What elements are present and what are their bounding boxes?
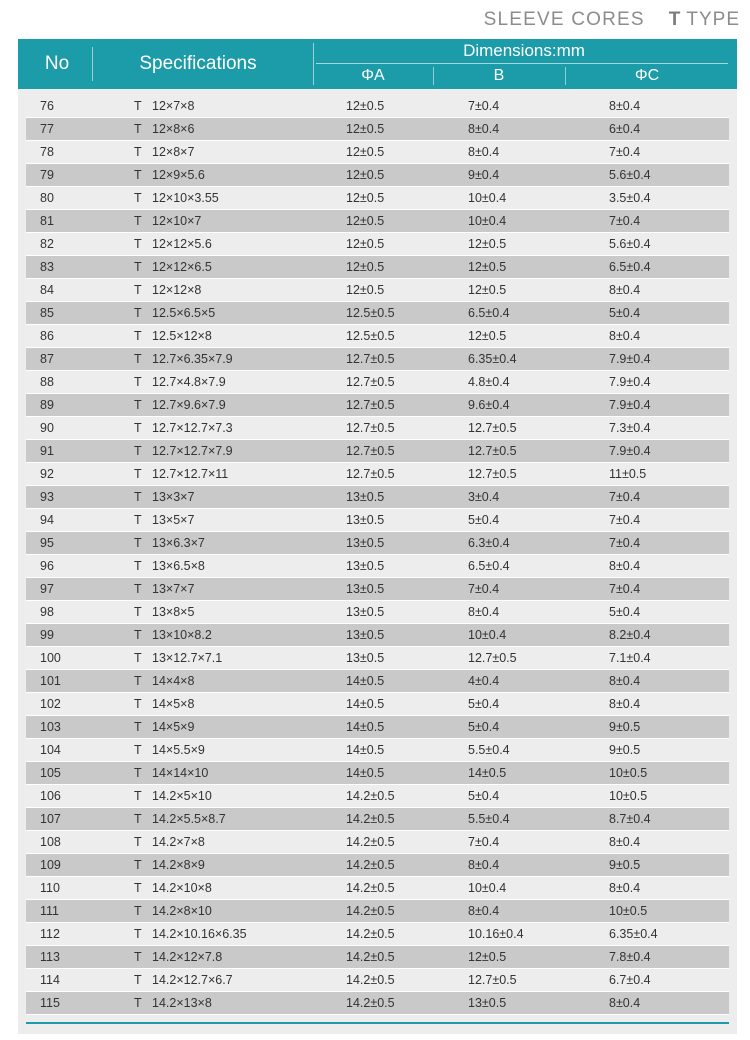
cell-type: T [134,881,142,895]
cell-spec: 13×6.3×7 [152,536,205,550]
cell-type: T [134,605,142,619]
cell-no: 82 [40,237,54,251]
cell-no: 113 [40,950,60,964]
table-row [26,808,729,831]
cell-dim-a: 14.2±0.5 [346,927,395,941]
cell-spec: 13×8×5 [152,605,195,619]
cell-no: 111 [40,904,60,918]
cell-spec: 14×14×10 [152,766,209,780]
cell-dim-a: 12.5±0.5 [346,306,395,320]
cell-type: T [134,973,142,987]
cell-dim-a: 12.7±0.5 [346,375,395,389]
column-header-a: ΦA [361,67,385,84]
cell-dim-b: 6.3±0.4 [468,536,510,550]
cell-dim-c: 7.9±0.4 [609,444,651,458]
cell-dim-a: 14.2±0.5 [346,881,395,895]
table-row [26,739,729,762]
cell-spec: 14.2×7×8 [152,835,205,849]
cell-dim-a: 12±0.5 [346,145,385,159]
cell-spec: 14.2×13×8 [152,996,212,1010]
cell-spec: 14.2×12×7.8 [152,950,223,964]
cell-type: T [134,191,142,205]
cell-spec: 14.2×5.5×8.7 [152,812,226,826]
table-row [26,647,729,670]
cell-dim-c: 3.5±0.4 [609,191,651,205]
cell-dim-b: 5±0.4 [468,789,500,803]
cell-dim-b: 12±0.5 [468,260,507,274]
cell-no: 99 [40,628,54,642]
table-row [26,532,729,555]
cell-spec: 14.2×12.7×6.7 [152,973,233,987]
cell-no: 114 [40,973,60,987]
cell-type: T [134,582,142,596]
cell-no: 90 [40,421,54,435]
cell-dim-b: 12.7±0.5 [468,444,517,458]
cell-dim-c: 7±0.4 [609,145,641,159]
cell-no: 80 [40,191,54,205]
cell-spec: 14.2×10×8 [152,881,212,895]
table-row [26,187,729,210]
cell-dim-c: 7.9±0.4 [609,375,651,389]
column-header-no: No [44,53,70,74]
cell-type: T [134,214,142,228]
cell-no: 106 [40,789,61,803]
cell-dim-a: 14±0.5 [346,766,385,780]
header-divider [92,47,93,81]
cell-type: T [134,237,142,251]
cell-dim-a: 14.2±0.5 [346,950,395,964]
cell-spec: 12×8×6 [152,122,195,136]
table-bottom-border [26,1022,729,1024]
cell-dim-c: 7.9±0.4 [609,352,651,366]
cell-dim-c: 8±0.4 [609,559,641,573]
cell-spec: 13×3×7 [152,490,195,504]
cell-spec: 12×7×8 [152,99,195,113]
cell-type: T [134,283,142,297]
cell-dim-c: 5.6±0.4 [609,168,651,182]
table-row [26,486,729,509]
cell-dim-a: 12±0.5 [346,214,385,228]
table-row [26,348,729,371]
cell-dim-c: 8.7±0.4 [609,812,651,826]
cell-dim-c: 6.7±0.4 [609,973,651,987]
cell-no: 91 [40,444,54,458]
table-header [18,39,737,89]
cell-no: 89 [40,398,54,412]
cell-dim-b: 10±0.4 [468,881,507,895]
cell-dim-c: 9±0.5 [609,858,641,872]
cell-dim-c: 7±0.4 [609,536,641,550]
table-row [26,670,729,693]
cell-dim-a: 14.2±0.5 [346,858,395,872]
table-row [26,279,729,302]
cell-type: T [134,99,142,113]
cell-dim-b: 10±0.4 [468,214,507,228]
cell-no: 83 [40,260,54,274]
cell-type: T [134,421,142,435]
cell-dim-c: 8±0.4 [609,674,641,688]
cell-dim-b: 8±0.4 [468,145,500,159]
cell-dim-c: 5±0.4 [609,306,641,320]
cell-dim-c: 6.35±0.4 [609,927,658,941]
cell-dim-c: 8±0.4 [609,697,641,711]
cell-type: T [134,697,142,711]
cell-no: 97 [40,582,54,596]
cell-dim-a: 13±0.5 [346,536,385,550]
cell-no: 103 [40,720,61,734]
cell-dim-a: 14.2±0.5 [346,973,395,987]
cell-spec: 12.7×6.35×7.9 [152,352,233,366]
cell-spec: 14×4×8 [152,674,195,688]
table-row [26,325,729,348]
cell-spec: 14.2×10.16×6.35 [152,927,247,941]
cell-dim-c: 6.5±0.4 [609,260,651,274]
cell-type: T [134,168,142,182]
cell-type: T [134,812,142,826]
cell-dim-c: 10±0.5 [609,789,648,803]
cell-no: 81 [40,214,54,228]
cell-dim-a: 13±0.5 [346,628,385,642]
cell-no: 92 [40,467,54,481]
cell-type: T [134,536,142,550]
table-body [26,95,729,1015]
cell-type: T [134,375,142,389]
cell-no: 102 [40,697,61,711]
type-letter: T [668,9,681,30]
cell-dim-a: 14.2±0.5 [346,789,395,803]
cell-dim-a: 14±0.5 [346,697,385,711]
cell-no: 115 [40,996,60,1010]
table-row [26,463,729,486]
table-row [26,877,729,900]
cell-dim-b: 8±0.4 [468,122,500,136]
table-row [26,624,729,647]
table-row [26,946,729,969]
table-row [26,831,729,854]
cell-dim-a: 12.7±0.5 [346,352,395,366]
cell-no: 108 [40,835,61,849]
cell-no: 107 [40,812,61,826]
table-row [26,210,729,233]
cell-dim-b: 12±0.5 [468,237,507,251]
cell-spec: 14.2×8×9 [152,858,205,872]
table-row [26,394,729,417]
cell-dim-a: 12±0.5 [346,122,385,136]
cell-dim-b: 9±0.4 [468,168,500,182]
cell-type: T [134,352,142,366]
cell-no: 78 [40,145,54,159]
spec-table [18,39,737,1034]
cell-dim-c: 7±0.4 [609,513,641,527]
cell-dim-b: 5.5±0.4 [468,743,510,757]
cell-dim-b: 7±0.4 [468,582,500,596]
cell-type: T [134,950,142,964]
cell-type: T [134,858,142,872]
cell-type: T [134,743,142,757]
cell-dim-b: 7±0.4 [468,835,500,849]
cell-no: 94 [40,513,54,527]
cell-no: 76 [40,99,54,113]
cell-type: T [134,720,142,734]
cell-dim-b: 7±0.4 [468,99,500,113]
cell-dim-c: 7.1±0.4 [609,651,651,665]
table-row [26,923,729,946]
cell-no: 88 [40,375,54,389]
cell-type: T [134,651,142,665]
cell-no: 101 [40,674,61,688]
cell-dim-b: 12.7±0.5 [468,467,517,481]
type-word: TYPE [686,9,740,30]
table-row [26,417,729,440]
cell-dim-b: 12±0.5 [468,329,507,343]
cell-dim-a: 14±0.5 [346,674,385,688]
cell-spec: 13×5×7 [152,513,195,527]
cell-dim-b: 8±0.4 [468,858,500,872]
table-row [26,693,729,716]
cell-dim-c: 8±0.4 [609,996,641,1010]
table-row [26,440,729,463]
cell-dim-b: 5±0.4 [468,513,500,527]
cell-dim-a: 14±0.5 [346,743,385,757]
cell-dim-a: 14.2±0.5 [346,904,395,918]
cell-dim-a: 12.5±0.5 [346,329,395,343]
cell-type: T [134,329,142,343]
cell-type: T [134,628,142,642]
cell-spec: 12×9×5.6 [152,168,205,182]
cell-dim-c: 7±0.4 [609,582,641,596]
cell-spec: 12.5×12×8 [152,329,212,343]
cell-type: T [134,145,142,159]
cell-dim-b: 4±0.4 [468,674,500,688]
cell-dim-b: 5±0.4 [468,697,500,711]
cell-type: T [134,559,142,573]
cell-dim-a: 12±0.5 [346,99,385,113]
cell-type: T [134,789,142,803]
cell-no: 109 [40,858,61,872]
table-row [26,716,729,739]
cell-dim-c: 9±0.5 [609,743,641,757]
cell-dim-c: 5±0.4 [609,605,641,619]
table-row [26,141,729,164]
cell-dim-c: 7.8±0.4 [609,950,651,964]
table-row [26,785,729,808]
cell-no: 79 [40,168,54,182]
column-header-specifications: Specifications [139,53,257,74]
cell-dim-a: 12±0.5 [346,168,385,182]
cell-dim-c: 7±0.4 [609,214,641,228]
cell-type: T [134,260,142,274]
table-row [26,578,729,601]
cell-spec: 12×12×5.6 [152,237,212,251]
cell-dim-b: 5.5±0.4 [468,812,510,826]
cell-type: T [134,996,142,1010]
cell-no: 110 [40,881,60,895]
cell-spec: 14×5×9 [152,720,195,734]
cell-dim-c: 6±0.4 [609,122,641,136]
table-row [26,164,729,187]
table-row [26,601,729,624]
cell-dim-c: 11±0.5 [609,467,647,481]
cell-dim-a: 14±0.5 [346,720,385,734]
cell-dim-c: 7.9±0.4 [609,398,651,412]
cell-dim-b: 13±0.5 [468,996,507,1010]
cell-dim-b: 12.7±0.5 [468,421,517,435]
table-row [26,762,729,785]
cell-spec: 12.5×6.5×5 [152,306,216,320]
cell-dim-a: 12.7±0.5 [346,444,395,458]
cell-dim-b: 4.8±0.4 [468,375,510,389]
table-row [26,969,729,992]
cell-dim-a: 12.7±0.5 [346,421,395,435]
table-row [26,854,729,877]
column-header-b: B [493,67,505,84]
cell-spec: 14.2×5×10 [152,789,212,803]
cell-spec: 14.2×8×10 [152,904,212,918]
cell-spec: 12×10×7 [152,214,202,228]
table-row [26,992,729,1015]
cell-dim-a: 14.2±0.5 [346,812,395,826]
cell-type: T [134,835,142,849]
cell-dim-a: 13±0.5 [346,582,385,596]
cell-spec: 13×10×8.2 [152,628,212,642]
cell-dim-a: 14.2±0.5 [346,835,395,849]
cell-dim-b: 8±0.4 [468,904,500,918]
cell-dim-a: 13±0.5 [346,651,385,665]
cell-dim-a: 13±0.5 [346,605,385,619]
cell-dim-c: 8±0.4 [609,881,641,895]
page-title: SLEEVE CORES [483,9,645,30]
column-header-dimensions: Dimensions:mm [463,41,585,60]
cell-no: 84 [40,283,54,297]
cell-spec: 14×5×8 [152,697,195,711]
cell-dim-b: 6.5±0.4 [468,559,510,573]
column-header-c: ΦC [634,67,660,84]
cell-no: 77 [40,122,54,136]
cell-no: 95 [40,536,54,550]
cell-no: 96 [40,559,54,573]
cell-dim-c: 7±0.4 [609,490,641,504]
cell-dim-b: 10.16±0.4 [468,927,524,941]
cell-dim-b: 6.35±0.4 [468,352,517,366]
cell-dim-b: 10±0.4 [468,628,507,642]
cell-dim-b: 5±0.4 [468,720,500,734]
cell-type: T [134,490,142,504]
cell-no: 98 [40,605,54,619]
cell-type: T [134,444,142,458]
table-row [26,233,729,256]
cell-dim-a: 14.2±0.5 [346,996,395,1010]
cell-dim-b: 9.6±0.4 [468,398,510,412]
cell-no: 86 [40,329,54,343]
cell-spec: 14×5.5×9 [152,743,205,757]
cell-dim-a: 12.7±0.5 [346,398,395,412]
cell-type: T [134,513,142,527]
cell-type: T [134,674,142,688]
cell-type: T [134,904,142,918]
cell-dim-c: 8.2±0.4 [609,628,651,642]
cell-type: T [134,927,142,941]
table-row [26,509,729,532]
cell-dim-c: 8±0.4 [609,99,641,113]
cell-spec: 12×8×7 [152,145,195,159]
cell-dim-b: 12±0.5 [468,950,507,964]
table-row [26,95,729,118]
cell-type: T [134,766,142,780]
cell-dim-a: 12±0.5 [346,237,385,251]
cell-type: T [134,467,142,481]
cell-dim-c: 7.3±0.4 [609,421,651,435]
cell-dim-b: 12±0.5 [468,283,507,297]
cell-spec: 12×10×3.55 [152,191,219,205]
page-header [484,8,740,32]
cell-type: T [134,306,142,320]
cell-dim-b: 14±0.5 [468,766,507,780]
cell-dim-c: 8±0.4 [609,329,641,343]
cell-spec: 13×12.7×7.1 [152,651,223,665]
table-row [26,371,729,394]
cell-spec: 13×7×7 [152,582,195,596]
cell-dim-a: 13±0.5 [346,490,385,504]
cell-no: 105 [40,766,61,780]
table-row [26,302,729,325]
cell-dim-c: 10±0.5 [609,766,648,780]
cell-spec: 12.7×12.7×11 [152,467,229,481]
table-row [26,256,729,279]
cell-dim-a: 12±0.5 [346,283,385,297]
cell-dim-b: 3±0.4 [468,490,500,504]
table-row [26,900,729,923]
cell-dim-a: 12±0.5 [346,191,385,205]
cell-spec: 12×12×8 [152,283,202,297]
cell-dim-b: 6.5±0.4 [468,306,510,320]
cell-spec: 12.7×12.7×7.9 [152,444,233,458]
cell-dim-c: 5.6±0.4 [609,237,651,251]
cell-no: 87 [40,352,54,366]
table-row [26,555,729,578]
cell-no: 85 [40,306,54,320]
cell-dim-a: 12±0.5 [346,260,385,274]
cell-dim-c: 8±0.4 [609,835,641,849]
cell-spec: 13×6.5×8 [152,559,205,573]
cell-type: T [134,398,142,412]
cell-dim-b: 10±0.4 [468,191,507,205]
cell-dim-b: 12.7±0.5 [468,973,517,987]
cell-no: 93 [40,490,54,504]
cell-dim-c: 8±0.4 [609,283,641,297]
cell-no: 112 [40,927,60,941]
cell-spec: 12.7×4.8×7.9 [152,375,226,389]
cell-spec: 12.7×9.6×7.9 [152,398,226,412]
cell-spec: 12.7×12.7×7.3 [152,421,233,435]
cell-spec: 12×12×6.5 [152,260,212,274]
cell-dim-c: 9±0.5 [609,720,641,734]
cell-dim-a: 12.7±0.5 [346,467,395,481]
cell-dim-a: 13±0.5 [346,559,385,573]
cell-no: 104 [40,743,61,757]
cell-dim-b: 12.7±0.5 [468,651,517,665]
header-divider [316,63,728,64]
cell-dim-b: 8±0.4 [468,605,500,619]
cell-dim-a: 13±0.5 [346,513,385,527]
cell-type: T [134,122,142,136]
cell-dim-c: 10±0.5 [609,904,648,918]
cell-no: 100 [40,651,61,665]
table-row [26,118,729,141]
